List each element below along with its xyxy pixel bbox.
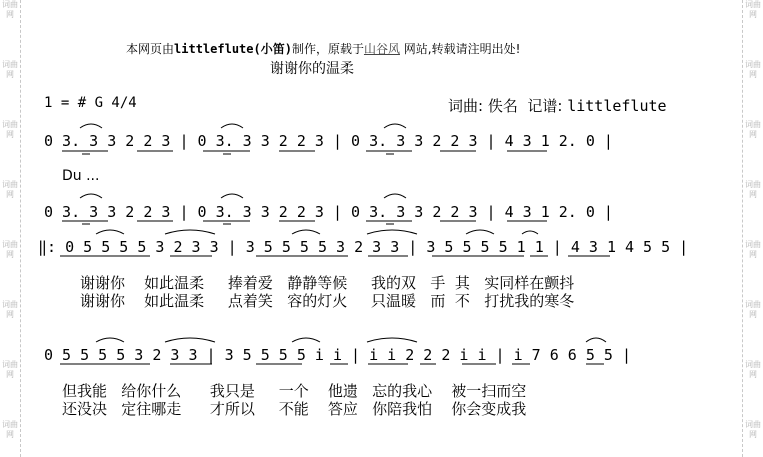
key-signature: 1 = # G 4/4 <box>44 95 137 111</box>
notation-line-3: ‖: 0 5 5 5 5 3 2 3 3 | 3 5 5 5 5 3 2 3 3 | 3 5 5 5 5 1 1 | 4 3 1 4 5 5 | <box>38 238 689 256</box>
underline-mark <box>62 151 547 154</box>
notice-prefix: 本网页由 <box>126 42 175 56</box>
right-watermark-strip <box>742 0 763 457</box>
lyrics-verse2-part2: 还没决 定往哪走 才所以 不能 答应 你陪我怕 你会变成我 <box>62 400 527 418</box>
notation-line-4: 0 5 5 5 5 3 2 3 3 | 3 5 5 5 5 i i | i i 2 2 2 i i | i 7 6 6 5 5 | <box>44 346 631 364</box>
brand-name: littleflute(小笛) <box>174 42 292 56</box>
watermark-text: 词曲网 <box>2 300 18 319</box>
lyrics-verse1-part1: 谢谢你 如此温柔 捧着爱 静静等候 我的双 手 其 实同样在颤抖 <box>80 274 575 292</box>
watermark-text: 词曲网 <box>2 240 18 259</box>
notation-line-1: 0 3. 3 3 2 2 3 | 0 3. 3 3 2 2 3 | 0 3. 3 3 2 2 3 | 4 3 1 2. 0 | <box>44 132 613 150</box>
left-watermark-strip <box>0 0 21 457</box>
watermark-text: 词曲网 <box>745 240 761 259</box>
source-site-link[interactable]: 山谷风 <box>363 42 400 56</box>
tie-mark <box>80 194 406 198</box>
tie-mark <box>80 124 406 128</box>
watermark-text: 词曲网 <box>2 420 18 439</box>
watermark-text: 词曲网 <box>745 300 761 319</box>
transcriber-name: littleflute <box>567 97 667 115</box>
notation-line-2: 0 3. 3 3 2 2 3 | 0 3. 3 3 2 2 3 | 0 3. 3 3 2 2 3 | 4 3 1 2. 0 | <box>44 203 613 221</box>
watermark-text: 词曲网 <box>2 360 18 379</box>
watermark-text: 词曲网 <box>2 180 18 199</box>
watermark-text: 词曲网 <box>2 120 18 139</box>
watermark-text: 词曲网 <box>745 360 761 379</box>
copyright-notice <box>126 40 520 57</box>
watermark-text: 词曲网 <box>2 0 18 19</box>
notice-middle: 制作，原载于 <box>291 42 364 56</box>
transcriber-label: 记谱: <box>527 97 568 115</box>
watermark-text: 词曲网 <box>745 0 761 19</box>
tie-mark <box>96 338 606 342</box>
watermark-text: 词曲网 <box>745 420 761 439</box>
song-title: 谢谢你的温柔 <box>270 61 354 77</box>
lyrics-verse1-part2: 但我能 给你什么 我只是 一个 他遗 忘的我心 被一扫而空 <box>62 382 527 400</box>
watermark-text: 词曲网 <box>745 60 761 79</box>
lyrics-verse2-part1: 谢谢你 如此温柔 点着笑 容的灯火 只温暖 而 不 打扰我的寒冬 <box>80 292 575 310</box>
notice-suffix: 网站,转载请注明出处! <box>399 42 521 56</box>
credits <box>448 95 667 116</box>
watermark-text: 词曲网 <box>745 180 761 199</box>
lyricist-credit: 词曲: 佚名 <box>448 97 518 115</box>
underline-mark <box>62 221 547 224</box>
intro-vocal: Du ... <box>62 168 100 184</box>
watermark-text: 词曲网 <box>745 120 761 139</box>
tie-mark <box>96 230 538 234</box>
watermark-text: 词曲网 <box>2 60 18 79</box>
